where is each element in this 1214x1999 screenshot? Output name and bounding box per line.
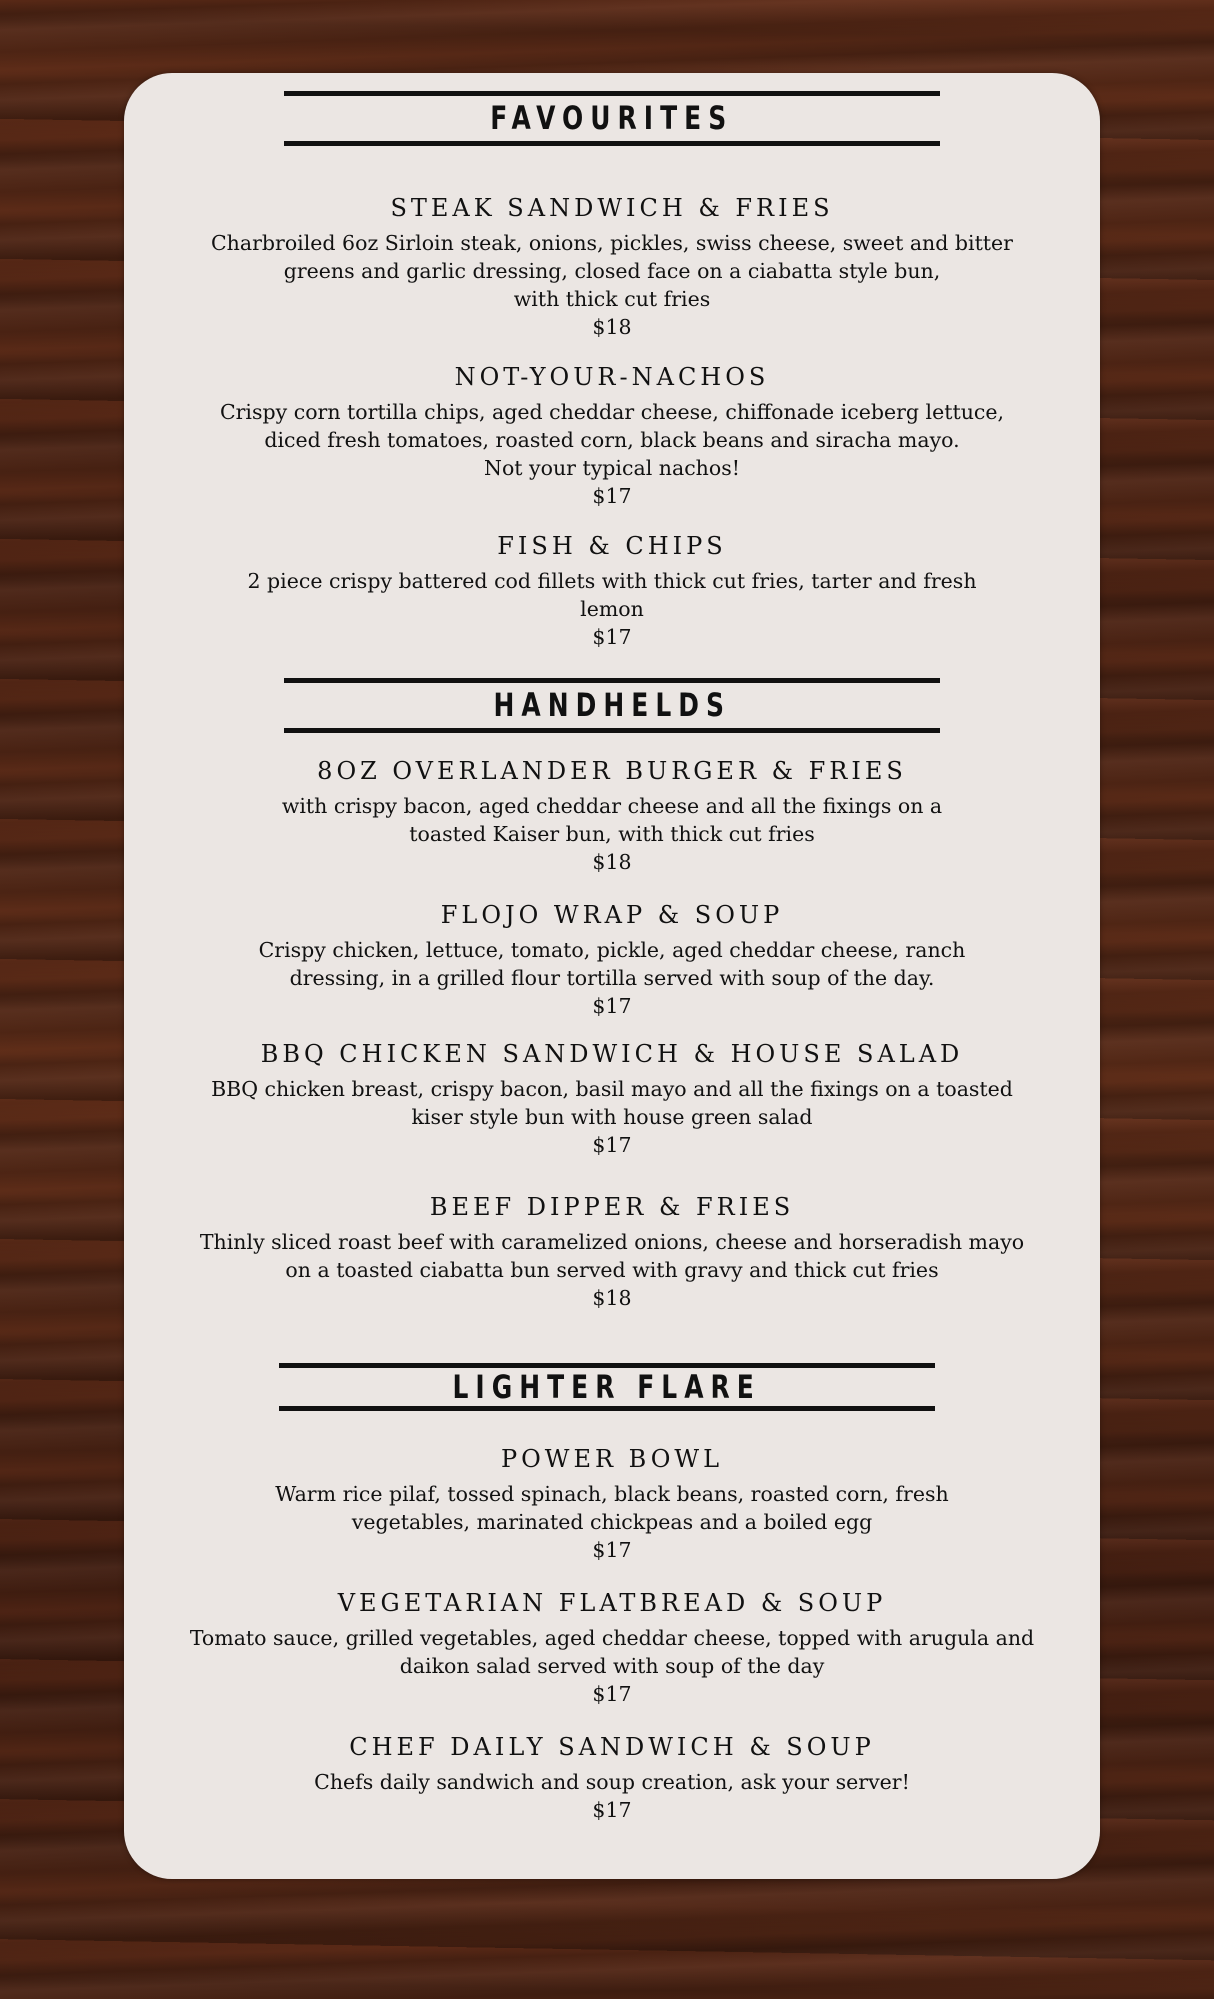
item-name: STEAK SANDWICH & FRIES [390, 194, 834, 222]
item-description [124, 229, 1100, 313]
section-title: LIGHTER FLARE [452, 1368, 762, 1406]
description-line: Thinly sliced roast beef with caramelized onions, cheese and horseradish mayo [199, 1230, 1025, 1254]
item-price: $18 [592, 315, 632, 339]
section-header-handhelds [284, 678, 940, 733]
item-name: POWER BOWL [500, 1445, 724, 1473]
item-name: 8OZ OVERLANDER BURGER & FRIES [317, 757, 907, 785]
item-name: FLOJO WRAP & SOUP [440, 901, 784, 929]
description-line: lemon [580, 597, 644, 621]
item-description [124, 1624, 1100, 1680]
description-line: Crispy corn tortilla chips, aged cheddar cheese, chiffonade iceberg lettuce, [219, 400, 1005, 424]
item-description [124, 792, 1100, 848]
menu-item-flojo-wrap [124, 900, 1100, 1020]
item-name: NOT-YOUR-NACHOS [454, 363, 770, 391]
description-line: on a toasted ciabatta bun served with gravy and thick cut fries [285, 1258, 939, 1282]
menu-item-beef-dipper [124, 1192, 1100, 1312]
section-title: HANDHELDS [493, 686, 731, 724]
description-line: with crispy bacon, aged cheddar cheese and all the fixings on a [281, 794, 943, 818]
description-line: BBQ chicken breast, crispy bacon, basil mayo and all the fixings on a toasted [211, 1077, 1013, 1101]
description-line: daikon salad served with soup of the day [399, 1654, 825, 1678]
item-price: $17 [592, 484, 632, 508]
item-price: $17 [592, 1133, 632, 1157]
description-line: Not your typical nachos! [484, 456, 740, 480]
item-description [124, 398, 1100, 482]
description-line: toasted Kaiser bun, with thick cut fries [409, 822, 815, 846]
description-line: Chefs daily sandwich and soup creation, ask your server! [314, 1770, 910, 1794]
description-line: Crispy chicken, lettuce, tomato, pickle, aged cheddar cheese, ranch [258, 938, 966, 962]
description-line: Tomato sauce, grilled vegetables, aged cheddar cheese, topped with arugula and [189, 1626, 1035, 1650]
item-price: $17 [592, 625, 632, 649]
description-line: greens and garlic dressing, closed face on a ciabatta style bun, [283, 259, 941, 283]
menu-item-bbq-chicken [124, 1039, 1100, 1159]
item-name: FISH & CHIPS [497, 532, 727, 560]
description-line: dressing, in a grilled flour tortilla served with soup of the day. [289, 966, 935, 990]
menu-card [124, 73, 1100, 1879]
item-description [124, 1228, 1100, 1284]
description-line: kiser style bun with house green salad [411, 1105, 813, 1129]
item-name: BEEF DIPPER & FRIES [429, 1193, 795, 1221]
item-price: $18 [592, 1286, 632, 1310]
section-header-favourites [284, 91, 940, 146]
menu-item-power-bowl [124, 1444, 1100, 1564]
item-description [124, 1075, 1100, 1131]
item-price: $17 [592, 1798, 632, 1822]
item-description [124, 1768, 1100, 1796]
item-price: $17 [592, 994, 632, 1018]
section-header-lighter-flare [279, 1363, 935, 1411]
description-line: Charbroiled 6oz Sirloin steak, onions, pickles, swiss cheese, sweet and bitter [211, 231, 1013, 255]
description-line: diced fresh tomatoes, roasted corn, black beans and siracha mayo. [264, 428, 960, 452]
description-line: vegetables, marinated chickpeas and a boiled egg [351, 1510, 873, 1534]
item-price: $17 [592, 1682, 632, 1706]
description-line: Warm rice pilaf, tossed spinach, black beans, roasted corn, fresh [275, 1482, 949, 1506]
item-name: BBQ CHICKEN SANDWICH & HOUSE SALAD [260, 1040, 964, 1068]
description-line: with thick cut fries [513, 287, 711, 311]
item-price: $18 [592, 850, 632, 874]
menu-item-vegetarian-flatbread [124, 1588, 1100, 1708]
item-description [124, 1480, 1100, 1536]
item-name: VEGETARIAN FLATBREAD & SOUP [337, 1589, 887, 1617]
item-description [124, 567, 1100, 623]
description-line: 2 piece crispy battered cod fillets with thick cut fries, tarter and fresh [247, 569, 977, 593]
menu-item-nachos [124, 362, 1100, 510]
item-name: CHEF DAILY SANDWICH & SOUP [349, 1733, 875, 1761]
section-title: FAVOURITES [490, 99, 734, 137]
item-price: $17 [592, 1538, 632, 1562]
menu-item-fish-chips [124, 531, 1100, 651]
menu-item-steak-sandwich [124, 193, 1100, 341]
menu-item-overlander-burger [124, 756, 1100, 876]
menu-item-chef-daily [124, 1732, 1100, 1824]
item-description [124, 936, 1100, 992]
